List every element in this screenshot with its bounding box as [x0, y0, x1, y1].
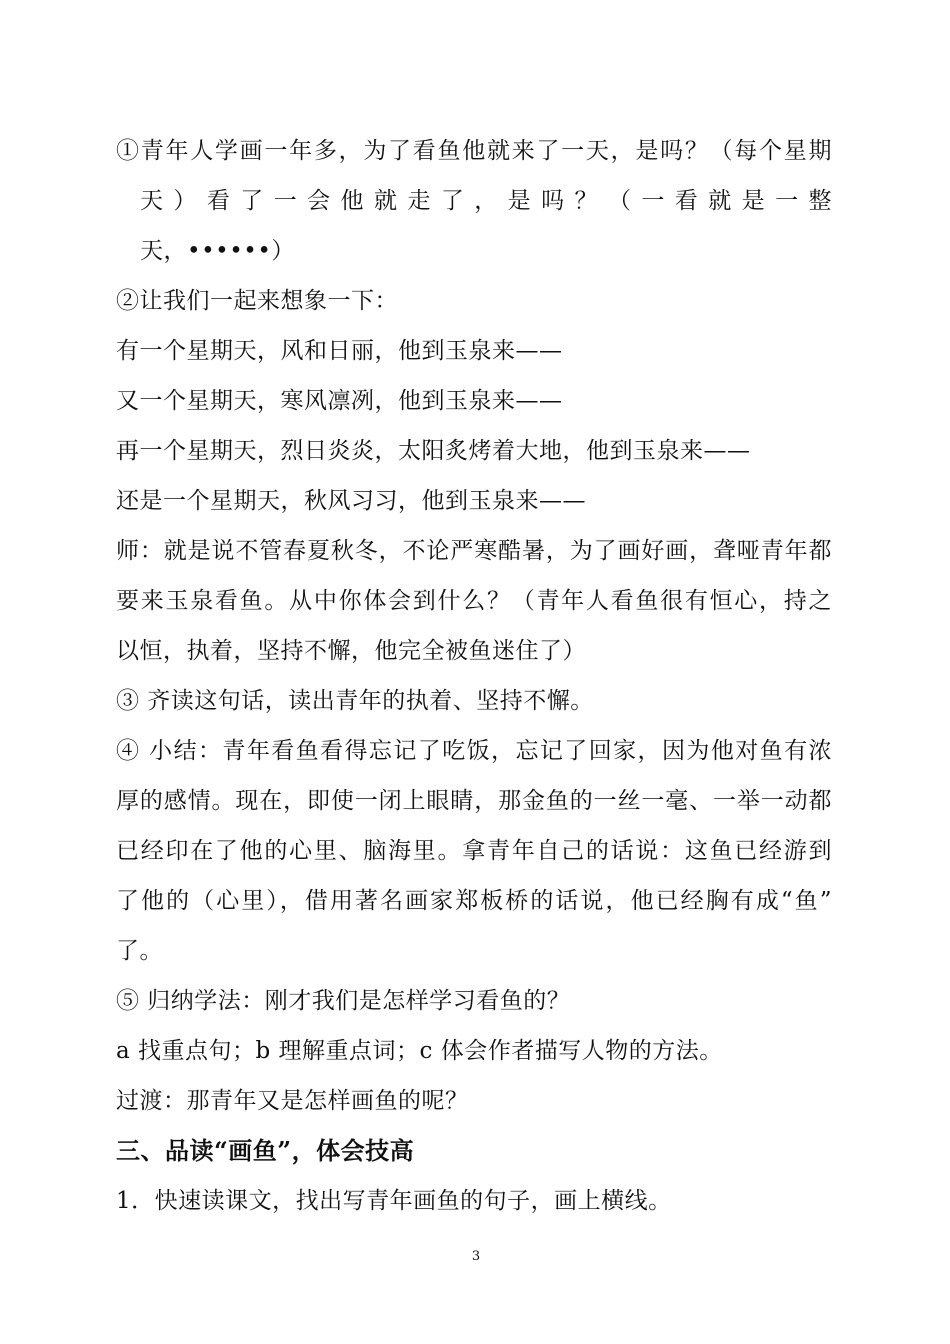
text-line: ⑤ 归纳学法：刚才我们是怎样学习看鱼的？ [116, 988, 571, 1014]
text-line: 以恒，执着，坚持不懈，他完全被鱼迷住了） [116, 638, 586, 664]
text-line: ③ 齐读这句话，读出青年的执着、坚持不懈。 [116, 688, 594, 714]
section-heading: 三、品读“画鱼”，体会技高 [116, 1136, 415, 1165]
text-line: ①青年人学画一年多，为了看鱼他就来了一天，是吗？（每个星期 [116, 138, 832, 164]
text-line: 师：就是说不管春夏秋冬，不论严寒酷暑，为了画好画，聋哑青年都 [116, 538, 832, 564]
text-line: 过渡：那青年又是怎样画鱼的呢？ [116, 1088, 469, 1114]
text-line: 厚的感情。现在，即使一闭上眼睛，那金鱼的一丝一毫、一举一动都 [116, 788, 832, 814]
text-line: 还是一个星期天，秋风习习，他到玉泉来—— [116, 488, 586, 514]
text-line: 再一个星期天，烈日炎炎，太阳炙烤着大地，他到玉泉来—— [116, 438, 751, 464]
text-line: ④ 小结：青年看鱼看得忘记了吃饭，忘记了回家，因为他对鱼有浓 [116, 738, 832, 764]
text-line: 1．快速读课文，找出写青年画鱼的句子，画上横线。 [116, 1188, 672, 1214]
text-line: 了。 [116, 938, 163, 964]
text-line: 天）看了一会他就走了，是吗？（一看就是一整 [140, 188, 832, 214]
text-line: 又一个星期天，寒风凛冽，他到玉泉来—— [116, 388, 563, 414]
text-line: 了他的（心里），借用著名画家郑板桥的话说，他已经胸有成“鱼” [116, 888, 832, 914]
text-line: a 找重点句；b 理解重点词；c 体会作者描写人物的方法。 [116, 1038, 723, 1064]
text-line: ②让我们一起来想象一下： [116, 288, 398, 314]
text-line: 已经印在了他的心里、脑海里。拿青年自己的话说：这鱼已经游到 [116, 838, 832, 864]
text-line: 天，••••••） [140, 238, 295, 264]
text-line: 要来玉泉看鱼。从中你体会到什么？（青年人看鱼很有恒心，持之 [116, 588, 832, 614]
page-number: 3 [471, 1249, 481, 1264]
text-line: 有一个星期天，风和日丽，他到玉泉来—— [116, 338, 563, 364]
